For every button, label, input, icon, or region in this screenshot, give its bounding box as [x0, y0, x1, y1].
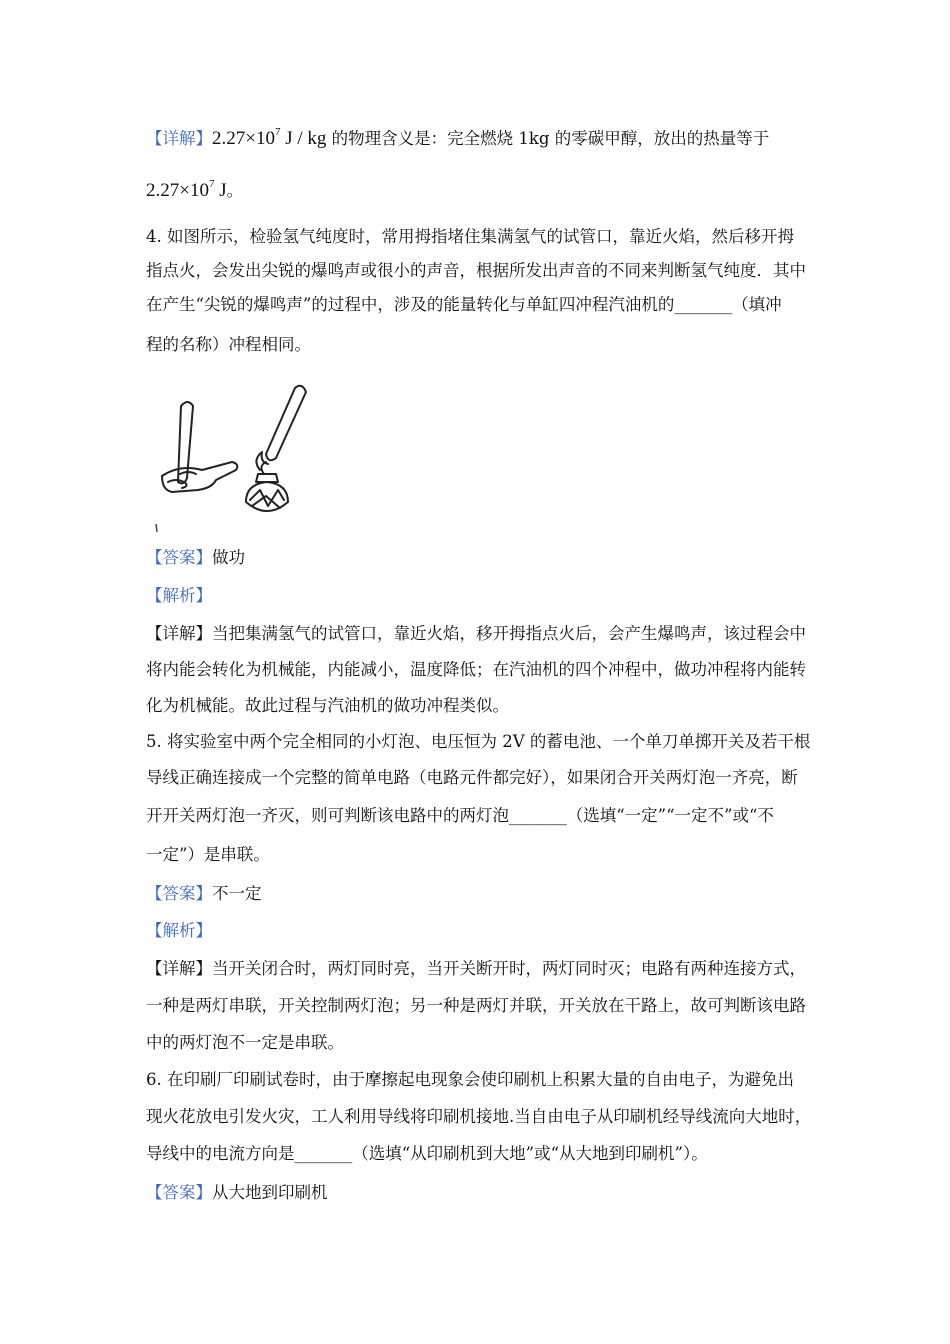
- question-6-line: 导线中的电流方向是_______（选填“从印刷机到大地”或“从大地到印刷机”）。: [146, 1144, 708, 1163]
- answer-line: [146, 547, 245, 569]
- question-6-line: 现火花放电引发火灾，工人利用导线将印刷机接地.当自由电子从印刷机经导线流向大地时，: [146, 1107, 812, 1126]
- detail-line: 将内能会转化为机械能，内能减小，温度降低；在汽油机的四个冲程中，做功冲程将内能转: [146, 660, 806, 679]
- detail-tag: 【详解】: [146, 624, 212, 643]
- analysis-tag: 【解析】: [146, 921, 212, 940]
- detail-line: 中的两灯泡不一定是串联。: [146, 1033, 344, 1052]
- question-5-line: 一定”）是串联。: [146, 845, 270, 864]
- answer-tag: 【答案】: [146, 548, 212, 567]
- analysis-line: [146, 920, 212, 942]
- detail-line: 【详解】$2.27\times 10^7$ J / kg 的物理含义是：完全燃烧 1kg 的零碳甲醇，放出的热量等于: [146, 126, 770, 149]
- question-6-line: 6. 在印刷厂印刷试卷时，由于摩擦起电现象会使印刷机上积累大量的自由电子，为避免出: [146, 1070, 794, 1089]
- answer-tag: 【答案】: [146, 1183, 212, 1202]
- detail-line: 一种是两灯串联，开关控制两灯泡；另一种是两灯并联，开关放在干路上，故可判断该电路: [146, 996, 806, 1015]
- heat-value-result: $2.27\times 10^7$ J: [146, 178, 227, 201]
- answer-tag: 【答案】: [146, 884, 212, 903]
- answer-text: 做功: [212, 548, 245, 567]
- question-5-line: 5. 将实验室中两个完全相同的小灯泡、电压恒为 2V 的蓄电池、一个单刀单掷开关及若干根: [146, 732, 811, 751]
- detail-line: $2.27\times 10^7$ J。: [146, 178, 244, 201]
- question-4-line: 指点火，会发出尖锐的爆鸣声或很小的声音，根据所发出声音的不同来判断氢气纯度．其中: [146, 261, 806, 280]
- question-4-line: 4. 如图所示，检验氢气纯度时，常用拇指堵住集满氢气的试管口，靠近火焰，然后移开拇: [146, 227, 794, 246]
- answer-text: 从大地到印刷机: [212, 1183, 328, 1202]
- answer-line: [146, 883, 262, 905]
- question-4-line: 在产生“尖锐的爆鸣声”的过程中，涉及的能量转化与单缸四冲程汽油机的_______（填冲: [146, 295, 782, 314]
- detail-line: 【详解】当开关闭合时，两灯同时亮，当开关断开时，两灯同时灭；电路有两种连接方式，: [146, 959, 806, 978]
- question-5-line: 开开关两灯泡一齐灭，则可判断该电路中的两灯泡_______（选填“一定”“一定不”或“不: [146, 806, 774, 825]
- hydrogen-test-illustration: [150, 378, 320, 538]
- answer-line: [146, 1182, 328, 1204]
- detail-line: 化为机械能。故此过程与汽油机的做功冲程类似。: [146, 696, 509, 715]
- question-5-line: 导线正确连接成一个完整的简单电路（电路元件都完好），如果闭合开关两灯泡一齐亮，断: [146, 768, 798, 787]
- detail-line: 【详解】当把集满氢气的试管口，靠近火焰，移开拇指点火后，会产生爆鸣声，该过程会中: [146, 624, 806, 643]
- analysis-tag: 【解析】: [146, 586, 212, 605]
- detail-tag: 【详解】: [146, 959, 212, 978]
- detail-tag: 【详解】: [146, 129, 212, 148]
- analysis-line: [146, 585, 212, 607]
- answer-text: 不一定: [212, 884, 262, 903]
- heat-value-formula: $2.27\times 10^7$ J / kg: [212, 126, 327, 149]
- question-4-line: 程的名称）冲程相同。: [146, 335, 311, 354]
